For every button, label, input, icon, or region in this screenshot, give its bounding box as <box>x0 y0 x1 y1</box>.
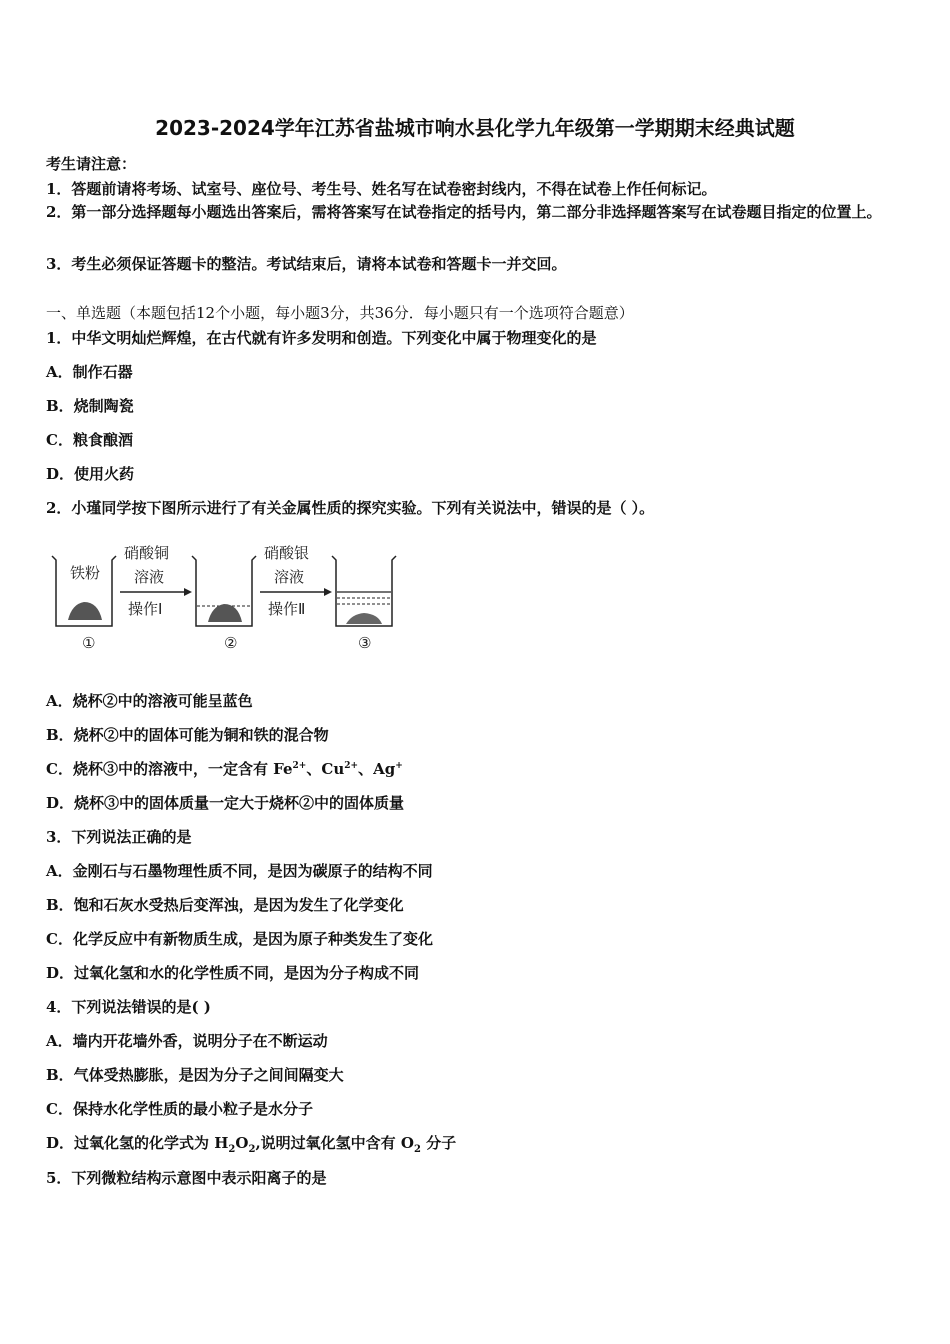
arrow-2-head <box>324 588 332 596</box>
arrow-1-head <box>184 588 192 596</box>
q3-option-d: D．过氧化氢和水的化学性质不同，是因为分子构成不同 <box>46 964 420 982</box>
experiment-diagram <box>46 540 426 660</box>
beaker-3-number: ③ <box>358 634 372 652</box>
q4-option-a: A．墙内开花墙外香，说明分子在不断运动 <box>46 1032 328 1050</box>
page-title: 2023-2024学年江苏省盐城市响水县化学九年级第一学期期末经典试题 <box>155 116 795 140</box>
q2-option-b: B．烧杯②中的固体可能为铜和铁的混合物 <box>46 726 329 744</box>
ion-ag-charge: + <box>395 761 403 771</box>
q3-option-a: A．金刚石与石墨物理性质不同，是因为碳原子的结构不同 <box>46 862 433 880</box>
q2-option-c-text: C．烧杯③中的溶液中，一定含有 <box>46 760 274 778</box>
q1-stem: 1．中华文明灿烂辉煌，在古代就有许多发明和创造。下列变化中属于物理变化的是 <box>46 329 597 347</box>
reagent-2-line-2: 溶液 <box>274 568 305 586</box>
q4-option-d-mid: ,说明过氧化氢中含有 <box>255 1134 401 1152</box>
separator: 、 <box>306 760 322 778</box>
q1-option-d: D．使用火药 <box>46 465 135 483</box>
ion-fe: Fe <box>273 760 293 778</box>
notice-item-2: 2．第一部分选择题每小题选出答案后，需将答案写在试卷指定的括号内，第二部分非选择题答案写在试卷题目指定的位置上。 <box>46 203 882 221</box>
reagent-1-line-1: 硝酸铜 <box>124 544 170 562</box>
formula-h-subscript: 2 <box>228 1144 236 1155</box>
q3-stem: 3．下列说法正确的是 <box>46 828 192 846</box>
separator: 、 <box>358 760 374 778</box>
reagent-1-line-2: 溶液 <box>134 568 165 586</box>
notice-heading: 考生请注意： <box>46 155 137 173</box>
beaker-2-solid <box>208 604 242 622</box>
operation-2-label: 操作Ⅱ <box>268 600 306 618</box>
q4-stem: 4．下列说法错误的是( ) <box>46 998 211 1016</box>
reagent-2-line-1: 硝酸银 <box>264 544 310 562</box>
iron-powder-pile <box>68 602 102 620</box>
beaker-2-number: ② <box>224 634 238 652</box>
beaker-1-number: ① <box>82 634 96 652</box>
ion-fe-charge: 2+ <box>292 761 307 771</box>
q4-option-b: B．气体受热膨胀，是因为分子之间间隔变大 <box>46 1066 344 1084</box>
ion-cu-charge: 2+ <box>344 761 359 771</box>
q5-stem: 5．下列微粒结构示意图中表示阳离子的是 <box>46 1169 327 1187</box>
notice-item-3: 3．考生必须保证答题卡的整洁。考试结束后，请将本试卷和答题卡一并交回。 <box>46 255 567 273</box>
q2-option-d: D．烧杯③中的固体质量一定大于烧杯②中的固体质量 <box>46 794 405 812</box>
q4-option-d-text: D．过氧化氢的化学式为 <box>46 1134 215 1152</box>
formula-o2: O <box>400 1134 414 1152</box>
beaker-1-label: 铁粉 <box>70 564 101 582</box>
q1-option-b: B．烧制陶瓷 <box>46 397 134 415</box>
q2-option-c <box>46 758 403 779</box>
formula-h: H <box>214 1134 229 1152</box>
q3-option-b: B．饱和石灰水受热后变浑浊，是因为发生了化学变化 <box>46 896 404 914</box>
ion-ag: Ag <box>373 760 396 778</box>
ion-cu: Cu <box>321 760 345 778</box>
operation-1-label: 操作Ⅰ <box>128 600 163 618</box>
q4-option-d-end: 分子 <box>420 1134 457 1152</box>
formula-o-subscript: 2 <box>248 1144 256 1155</box>
q3-option-c: C．化学反应中有新物质生成，是因为原子种类发生了变化 <box>46 930 433 948</box>
formula-o: O <box>235 1134 249 1152</box>
q1-option-c: C．粮食酿酒 <box>46 431 133 449</box>
formula-o2-subscript: 2 <box>413 1144 421 1155</box>
section-heading: 一、单选题（本题包括12个小题，每小题3分，共36分．每小题只有一个选项符合题意） <box>46 304 634 322</box>
q2-option-a: A．烧杯②中的溶液可能呈蓝色 <box>46 692 253 710</box>
q2-stem: 2．小瑾同学按下图所示进行了有关金属性质的探究实验。下列有关说法中，错误的是（ ）。 <box>46 499 655 517</box>
q1-option-a: A．制作石器 <box>46 363 133 381</box>
notice-item-1: 1．答题前请将考场、试室号、座位号、考生号、姓名写在试卷密封线内，不得在试卷上作任何标记。 <box>46 180 717 198</box>
q4-option-c: C．保持水化学性质的最小粒子是水分子 <box>46 1100 313 1118</box>
q4-option-d <box>46 1132 456 1155</box>
beaker-3-solid <box>346 613 382 624</box>
